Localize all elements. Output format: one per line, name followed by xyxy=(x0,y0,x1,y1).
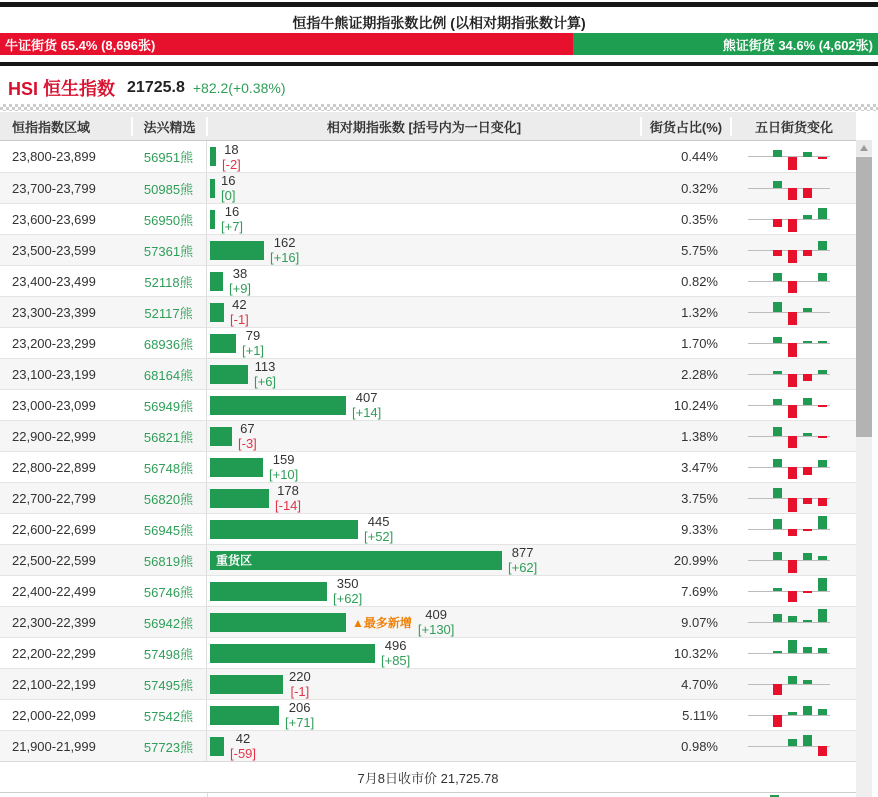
volume-cell xyxy=(206,266,640,297)
code-link[interactable]: 56949熊 xyxy=(143,398,194,414)
most-added-label: ▲最多新增 xyxy=(352,615,412,630)
pct-cell: 1.70% xyxy=(681,335,718,351)
volume-change: [-1] xyxy=(230,312,249,327)
code-link[interactable]: 56945熊 xyxy=(143,522,194,538)
spark-bar xyxy=(788,281,797,293)
volume-bar xyxy=(210,147,216,166)
pct-cell: 20.99% xyxy=(673,552,718,568)
table-row xyxy=(0,513,856,544)
spark-bar xyxy=(803,152,812,157)
code-link[interactable]: 56819熊 xyxy=(143,553,194,569)
spark-chart xyxy=(730,328,856,359)
spark-bar xyxy=(788,529,797,536)
spark-bar xyxy=(788,498,797,512)
spark-bar xyxy=(803,591,812,593)
volume-change: [+16] xyxy=(270,250,300,265)
spark-chart xyxy=(730,700,856,731)
volume-cell xyxy=(206,141,640,172)
index-name: HSI 恒生指数 xyxy=(8,79,116,99)
distribution-table xyxy=(0,112,856,797)
spark-bar xyxy=(818,405,827,407)
volume-bar xyxy=(210,396,346,415)
volume-value: 16 [0] xyxy=(221,173,236,203)
code-link[interactable]: 52117熊 xyxy=(144,305,193,321)
code-link[interactable]: 56951熊 xyxy=(143,150,194,165)
pct-cell: 0.98% xyxy=(681,738,718,754)
dotted-separator xyxy=(0,104,878,111)
spark-bar xyxy=(818,516,827,529)
range-cell: 22,900-22,999 xyxy=(12,428,96,444)
spark-chart xyxy=(730,204,856,235)
code-link[interactable]: 56748熊 xyxy=(143,460,194,476)
range-cell: 22,500-22,599 xyxy=(12,552,96,568)
table-row xyxy=(0,451,856,482)
spark-bar xyxy=(803,215,812,219)
pct-cell: 5.11% xyxy=(682,707,718,723)
scrollbar-thumb[interactable] xyxy=(856,157,872,437)
pct-cell: 4.70% xyxy=(681,676,718,692)
table-row xyxy=(0,730,856,761)
spark-bar xyxy=(788,591,797,602)
pct-cell: 0.35% xyxy=(681,211,718,227)
volume-value: 67 [-3] xyxy=(238,421,257,451)
pct-cell: 10.24% xyxy=(673,397,718,413)
spark-chart xyxy=(730,235,856,266)
volume-change: [+62] xyxy=(508,560,538,575)
pct-cell: 3.75% xyxy=(681,490,718,506)
spark-bar xyxy=(773,588,782,591)
code-link[interactable]: 56942熊 xyxy=(143,615,194,631)
spark-bar xyxy=(803,374,812,381)
code-link[interactable]: 57542熊 xyxy=(143,708,194,724)
table-row xyxy=(0,203,856,234)
index-change: +82.2(+0.38%) xyxy=(192,80,286,96)
spark-bar xyxy=(788,343,797,357)
spark-bar xyxy=(773,715,782,727)
spark-bar xyxy=(773,181,782,188)
volume-bar xyxy=(210,210,215,229)
range-cell: 23,800-23,899 xyxy=(12,149,96,164)
volume-bar xyxy=(210,365,248,384)
top-divider xyxy=(0,2,878,7)
header-five-day-change: 五日街货变化 xyxy=(730,117,856,136)
range-cell: 23,200-23,299 xyxy=(12,335,96,351)
spark-bar xyxy=(773,302,782,312)
spark-chart xyxy=(730,452,856,483)
spark-bar xyxy=(788,188,797,200)
range-cell: 23,600-23,699 xyxy=(12,211,96,227)
spark-chart xyxy=(730,390,856,421)
spark-bar xyxy=(803,620,812,622)
spark-chart xyxy=(730,576,856,607)
pct-cell: 10.32% xyxy=(673,645,718,661)
spark-bar xyxy=(818,556,827,560)
range-cell: 23,400-23,499 xyxy=(12,273,96,289)
volume-change: [-3] xyxy=(238,436,257,451)
volume-cell xyxy=(206,297,640,328)
volume-bar xyxy=(210,737,224,756)
spark-bar xyxy=(773,488,782,498)
table-row xyxy=(0,296,856,327)
partial-next-row xyxy=(0,792,856,797)
spark-bar xyxy=(788,436,797,448)
pct-cell: 2.28% xyxy=(681,366,718,382)
volume-cell xyxy=(206,452,640,483)
volume-value: 113 [+6] xyxy=(254,359,277,389)
spark-bar xyxy=(788,374,797,387)
spark-bar xyxy=(818,460,827,467)
table-row xyxy=(0,699,856,730)
spark-bar xyxy=(818,436,827,438)
spark-bar xyxy=(818,208,827,219)
spark-bar xyxy=(788,560,797,573)
volume-bar xyxy=(210,458,263,477)
spark-bar xyxy=(773,459,782,467)
spark-bar xyxy=(788,712,797,715)
spark-chart xyxy=(730,297,856,328)
spark-bar xyxy=(773,519,782,529)
volume-value: 178 [-14] xyxy=(275,483,302,513)
range-cell: 23,000-23,099 xyxy=(12,397,96,413)
pct-cell: 9.33% xyxy=(681,521,718,537)
pct-cell: 0.82% xyxy=(681,273,718,289)
spark-chart xyxy=(730,173,856,204)
table-row xyxy=(0,544,856,575)
spark-bar xyxy=(803,398,812,405)
volume-change: [0] xyxy=(221,188,236,203)
volume-cell xyxy=(206,514,640,545)
table-row xyxy=(0,265,856,296)
spark-bar xyxy=(773,684,782,695)
header-sg-picks: 法兴精选 xyxy=(131,117,206,136)
pct-cell: 0.44% xyxy=(681,149,718,164)
table-row xyxy=(0,575,856,606)
volume-bar xyxy=(210,613,346,632)
close-price-text: 7月8日收市价 21,725.78 xyxy=(357,770,499,786)
volume-bar xyxy=(210,241,264,260)
code-link[interactable]: 56821熊 xyxy=(143,429,194,445)
scroll-up-button[interactable] xyxy=(856,140,872,156)
volume-cell xyxy=(206,669,640,700)
spark-bar xyxy=(818,341,827,343)
volume-change: [+7] xyxy=(221,219,244,234)
volume-change: [+14] xyxy=(352,405,382,420)
volume-change: [+71] xyxy=(285,715,315,730)
volume-change: [-59] xyxy=(230,746,257,761)
volume-value: 79 [+1] xyxy=(242,328,265,358)
spark-chart xyxy=(730,359,856,390)
spark-bar xyxy=(818,578,827,591)
range-cell: 22,000-22,099 xyxy=(12,707,96,723)
code-link[interactable]: 57495熊 xyxy=(143,677,194,693)
spark-bar xyxy=(818,746,827,756)
range-cell: 22,600-22,699 xyxy=(12,521,96,537)
volume-value: 220 [-1] xyxy=(289,669,311,699)
table-header xyxy=(0,112,856,141)
spark-chart xyxy=(730,638,856,669)
spark-bar xyxy=(803,498,812,504)
spark-bar xyxy=(803,680,812,684)
spark-bar xyxy=(818,498,827,506)
pct-cell: 5.75% xyxy=(681,242,718,258)
vertical-scrollbar[interactable] xyxy=(856,140,872,797)
pct-cell: 9.07% xyxy=(681,614,718,630)
volume-bar xyxy=(210,272,223,291)
table-row xyxy=(0,172,856,203)
volume-change: [+6] xyxy=(254,374,277,389)
spark-chart xyxy=(730,421,856,452)
volume-value: 206 [+71] xyxy=(285,700,315,730)
spark-bar xyxy=(773,219,782,227)
index-quote xyxy=(8,74,285,102)
volume-cell xyxy=(206,638,640,669)
volume-value: 16 [+7] xyxy=(221,204,244,234)
heavy-zone-label: 重货区 xyxy=(216,553,253,568)
spark-bar xyxy=(773,552,782,560)
range-cell: 22,200-22,299 xyxy=(12,645,96,661)
table-row xyxy=(0,637,856,668)
spark-bar xyxy=(818,709,827,715)
table-row xyxy=(0,606,856,637)
volume-change: [+130] xyxy=(417,622,455,637)
range-cell: 23,500-23,599 xyxy=(12,242,96,258)
spark-bar xyxy=(788,405,797,418)
spark-bar xyxy=(803,467,812,475)
table-row xyxy=(0,389,856,420)
table-row xyxy=(0,141,856,172)
volume-bar xyxy=(210,179,215,198)
volume-change: [-1] xyxy=(290,684,310,699)
spark-bar xyxy=(773,614,782,622)
spark-bar xyxy=(818,370,827,374)
spark-bar xyxy=(773,150,782,157)
volume-value: 159 [+10] xyxy=(269,452,299,482)
volume-value: 18 [-2] xyxy=(222,141,241,172)
table-body xyxy=(0,141,856,761)
volume-change: [+1] xyxy=(242,343,265,358)
volume-cell xyxy=(206,545,640,576)
spark-bar xyxy=(803,308,812,312)
code-link[interactable]: 52118熊 xyxy=(144,274,193,290)
volume-bar xyxy=(210,303,224,322)
bull-ratio-label: 牛证街货 65.4% (8,696张) xyxy=(5,37,156,53)
volume-cell xyxy=(206,700,640,731)
code-link[interactable]: 68936熊 xyxy=(143,336,194,352)
spark-bar xyxy=(803,433,812,436)
table-row xyxy=(0,327,856,358)
pct-cell: 0.32% xyxy=(681,180,718,196)
spark-bar xyxy=(788,640,797,653)
volume-cell xyxy=(206,204,640,235)
spark-bar xyxy=(818,273,827,281)
spark-bar xyxy=(788,312,797,325)
volume-value: 162 [+16] xyxy=(270,235,300,265)
bull-bear-ratio-bar xyxy=(0,33,878,55)
pct-cell: 7.69% xyxy=(681,583,718,599)
table-row xyxy=(0,358,856,389)
spark-bar xyxy=(803,250,812,256)
scroll-up-icon xyxy=(860,145,868,151)
volume-cell xyxy=(206,235,640,266)
spark-bar xyxy=(788,467,797,479)
volume-cell xyxy=(206,421,640,452)
header-relative-contracts: 相对期指张数 [括号内为一日变化] xyxy=(206,117,640,136)
spark-bar xyxy=(788,250,797,263)
spark-chart xyxy=(730,514,856,545)
volume-cell xyxy=(206,576,640,607)
spark-chart xyxy=(730,731,856,762)
code-link[interactable]: 56820熊 xyxy=(143,491,194,507)
range-cell: 22,700-22,799 xyxy=(12,490,96,506)
table-row xyxy=(0,420,856,451)
volume-value: 350 [+62] xyxy=(333,576,363,606)
spark-chart xyxy=(730,266,856,297)
spark-bar xyxy=(803,706,812,715)
header-index-range: 恒指指数区域 xyxy=(12,119,91,135)
volume-bar xyxy=(210,334,236,353)
volume-value: 409 [+130] xyxy=(417,607,455,637)
spark-bar xyxy=(818,609,827,622)
spark-bar xyxy=(788,157,797,170)
volume-cell xyxy=(206,390,640,421)
index-price: 21725.8 xyxy=(127,79,185,96)
volume-value: 877 [+62] xyxy=(508,545,538,575)
volume-cell xyxy=(206,731,640,762)
volume-value: 496 [+85] xyxy=(381,638,411,668)
pct-cell: 3.47% xyxy=(681,459,718,475)
close-price-row xyxy=(0,761,856,792)
range-cell: 22,100-22,199 xyxy=(12,676,96,692)
volume-value: 445 [+52] xyxy=(364,514,394,544)
spark-bar xyxy=(803,735,812,746)
range-cell: 23,700-23,799 xyxy=(12,180,96,196)
spark-chart xyxy=(730,141,856,172)
volume-cell xyxy=(206,359,640,390)
code-link[interactable]: 68164熊 xyxy=(143,367,194,383)
pct-cell: 1.32% xyxy=(681,304,718,320)
volume-cell xyxy=(206,483,640,514)
volume-change: [+62] xyxy=(333,591,363,606)
spark-bar xyxy=(773,651,782,653)
volume-cell xyxy=(206,328,640,359)
code-link[interactable]: 57723熊 xyxy=(143,739,194,755)
spark-bar xyxy=(773,250,782,256)
range-cell: 22,300-22,399 xyxy=(12,614,96,630)
spark-bar xyxy=(773,371,782,374)
bear-ratio-label: 熊证街货 34.6% (4,602张) xyxy=(722,37,873,53)
spark-bar xyxy=(788,219,797,232)
spark-bar xyxy=(773,427,782,436)
volume-change: [+9] xyxy=(229,281,252,296)
code-link[interactable]: 57498熊 xyxy=(143,646,194,662)
spark-bar xyxy=(773,399,782,405)
volume-value: 38 [+9] xyxy=(229,266,252,296)
spark-bar xyxy=(773,273,782,281)
spark-bar xyxy=(818,157,827,159)
spark-bar xyxy=(803,647,812,653)
volume-bar xyxy=(210,489,269,508)
spark-chart xyxy=(730,483,856,514)
spark-bar xyxy=(788,676,797,684)
code-link[interactable]: 56950熊 xyxy=(143,212,194,228)
spark-chart xyxy=(730,545,856,576)
bear-ratio-segment xyxy=(573,33,878,55)
page-title: 恒指牛熊证期指张数比例 (以相对期指张数计算) xyxy=(292,15,586,31)
volume-change: [-2] xyxy=(222,156,241,172)
volume-change: [+85] xyxy=(381,653,411,668)
volume-change: [+10] xyxy=(269,467,299,482)
volume-cell xyxy=(206,607,640,638)
range-cell: 21,900-21,999 xyxy=(12,738,96,754)
table-row xyxy=(0,234,856,265)
volume-bar xyxy=(210,675,283,694)
spark-bar xyxy=(773,337,782,343)
code-link[interactable]: 57361熊 xyxy=(143,243,194,259)
range-cell: 22,800-22,899 xyxy=(12,459,96,475)
table-row xyxy=(0,668,856,699)
spark-bar xyxy=(803,553,812,560)
volume-value: 407 [+14] xyxy=(352,390,382,420)
section-divider xyxy=(0,62,878,66)
volume-bar xyxy=(210,706,279,725)
code-link[interactable]: 50985熊 xyxy=(143,181,194,197)
spark-chart xyxy=(730,607,856,638)
spark-bar xyxy=(803,529,812,531)
range-cell: 23,100-23,199 xyxy=(12,366,96,382)
volume-change: [+52] xyxy=(364,529,394,544)
spark-chart xyxy=(730,669,856,700)
volume-change: [-14] xyxy=(275,498,302,513)
spark-bar xyxy=(788,616,797,622)
pct-cell: 1.38% xyxy=(681,428,718,444)
spark-bar xyxy=(803,341,812,343)
bull-ratio-segment xyxy=(0,33,573,55)
header-outstanding-pct: 街货占比(%) xyxy=(640,117,730,136)
volume-bar xyxy=(210,644,375,663)
volume-bar xyxy=(210,520,358,539)
spark-bar xyxy=(818,648,827,653)
table-row xyxy=(0,482,856,513)
range-cell: 22,400-22,499 xyxy=(12,583,96,599)
spark-bar xyxy=(803,188,812,198)
spark-bar xyxy=(788,739,797,746)
spark-bar xyxy=(818,241,827,250)
code-link[interactable]: 56746熊 xyxy=(143,584,194,600)
volume-value: 42 [-1] xyxy=(230,297,249,327)
column-divider xyxy=(207,793,208,797)
volume-value: 42 [-59] xyxy=(230,731,257,761)
volume-bar xyxy=(210,551,502,570)
range-cell: 23,300-23,399 xyxy=(12,304,96,320)
volume-cell xyxy=(206,173,640,204)
volume-bar xyxy=(210,582,327,601)
volume-bar xyxy=(210,427,232,446)
